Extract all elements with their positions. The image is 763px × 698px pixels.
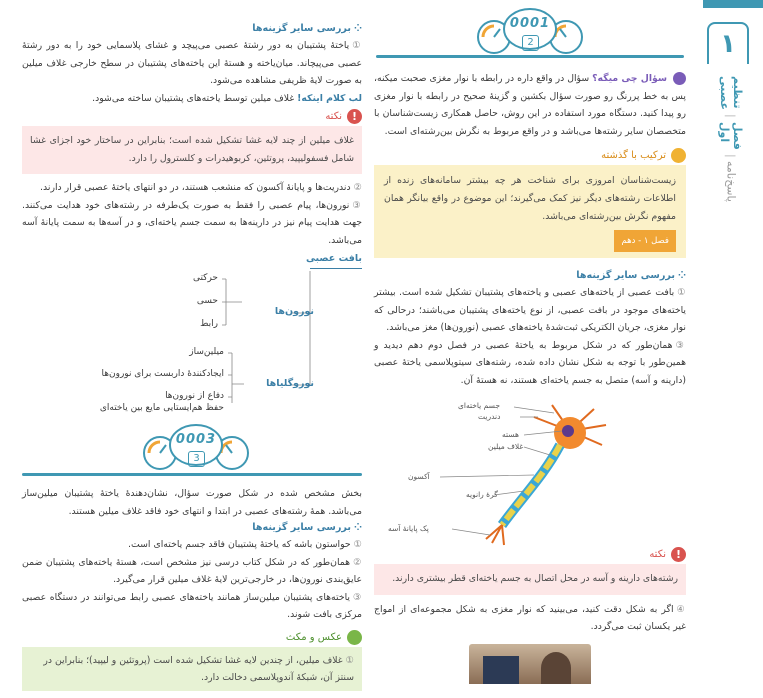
past-link-text: زیست‌شناسان امروزی برای شناخت هر چه بیشتر سامانه‌های زنده از اطلاعات رشته‌های دیگر نیز کمک می‌گیرند؛ این موضوع در واقع بیانگر همان مفهوم نگرش بین‌رشته‌ای می‌باشد.	[384, 175, 676, 222]
note-box-2: رشته‌های دارینه و آسه در محل اتصال به جسم یاخته‌ای قطر بیشتری دارند.	[374, 564, 686, 595]
past-link-title: ترکیب با گذشته	[374, 148, 686, 163]
neuron-label: دندریت	[478, 412, 501, 421]
review-item-3: ③یاخته‌های پشتیبان میلین‌ساز همانند یاخته‌های عصبی رابط می‌توانند در دستگاه عصبی مرکزی بافت شوند.	[22, 591, 362, 620]
question-intro	[374, 70, 686, 140]
exclamation-icon: !	[347, 109, 362, 124]
key-label: لب کلام اینکه!	[297, 92, 362, 104]
right-column	[374, 0, 686, 684]
review-item-2: ②همان‌طور که در شکل کتاب درسی نیز مشخص است، هستهٔ یاخته‌های پشتیبان ضمن عایق‌بندی نورون‌ها، در خارجی‌ترین لایهٔ غلاف میلین قرار می‌گیرد.	[22, 556, 362, 585]
tree-glia-role: حفظ هم‌ایستایی مایع بین یاخته‌ای	[99, 403, 224, 413]
review-heading: ⁘بررسی سایر گزینه‌ها	[252, 522, 362, 533]
tree-glia: نوروگلیاها	[266, 378, 314, 389]
question-number: 3	[188, 451, 205, 467]
key-takeaway	[22, 90, 362, 108]
tree-root: بافت عصبی	[305, 253, 362, 264]
answer-explanation: بخش مشخص شده در شکل صورت سؤال، نشان‌دهندهٔ یاختهٔ پشتیبان میلین‌ساز می‌باشد. همهٔ رشته‌های عصبی در ابتدا و انتهای خود فاقد غلاف میلین هستند.	[22, 488, 362, 517]
neuron-label: غلاف میلین	[488, 442, 524, 451]
camera-icon	[347, 630, 362, 645]
note-box: غلاف میلین از چند لایه غشا تشکیل شده است؛ بنابراین در ساختار خود اجزای غشا شامل فسفولیپید، پروتئین، کربوهیدرات و کلسترول را دارد.	[22, 126, 362, 174]
exclamation-icon: !	[671, 547, 686, 562]
chapter-title: تنظیم عصبی	[718, 76, 744, 110]
neuron-label: جسم یاخته‌ای	[458, 401, 500, 410]
intro-text: سؤال در واقع داره در رابطه با نوار مغزی صحبت میکنه، پس به خط پررنگ رو صورت سؤال بکشین و گزینهٔ صحیح در رابطه با نوار مغزی رو پیدا کنید. دستگاه مورد استفاده در این روش، حاصل همکاری زیست‌شناسان با متخصصان سایر رشته‌ها می‌باشد و در واقع مربوط به نگرش بین‌رشته‌ای است.	[374, 73, 686, 137]
chapter-number: ۱	[707, 22, 749, 64]
review-heading: ⁘بررسی سایر گزینه‌ها	[576, 270, 686, 281]
tree-glia-role: دفاع از نورون‌ها	[165, 391, 224, 401]
review-item-1: ①حواستون باشه که یاختهٔ پشتیبان فاقد جسم یاخته‌ای است.	[128, 539, 362, 550]
tree-neuron-type: رابط	[200, 319, 218, 329]
review-item-1: ①بافت عصبی از یاخته‌های عصبی و یاخته‌های پشتیبان تشکیل شده است. بیشتر یاخته‌های موجود در بافت عصبی، از نوع یاخته‌های پشتیبان می‌باشند؛ درحالی که نوار مغزی، جریان الکتریکی ثبت‌شدهٔ یاخته‌های عصبی (نورون‌ها) مغز می‌باشد.	[374, 287, 686, 333]
photo-note-box: ①غلاف میلین، از چندین لایه غشا تشکیل شده است (پروتئین و لیپید)؛ بنابراین در سنتز آن، شبکهٔ آندوپلاسمی دخالت دارد.	[22, 647, 362, 691]
neuron-figure	[374, 395, 686, 547]
left-column	[22, 0, 362, 691]
review-item-4: ④اگر به شکل دقت کنید، می‌بینید که نوار مغزی به شکل مجموعه‌ای از امواج غیر یکسان ثبت می‌گردد.	[374, 603, 686, 632]
tree-neuron-type: حرکتی	[192, 273, 218, 283]
review-item-3: ③نورون‌ها، پیام عصبی را فقط به صورت یک‌طرفه در رشته‌های خود هدایت می‌کنند. جهت هدایت پیام نیز در دارینه‌ها به سمت جسم یاخته‌ای، و در آسه‌ها به سمت پایانهٔ آسه می‌باشد.	[22, 199, 363, 246]
tree-glia-role: ایجادکنندهٔ داربست برای نورون‌ها	[101, 369, 224, 379]
intro-label: سؤال چی میگه؟	[592, 73, 667, 84]
neuron-label: گرهٔ رانویه	[466, 490, 498, 499]
question-icon	[673, 72, 686, 85]
question-counter: 0001	[509, 16, 551, 31]
tree-neuron-type: حسی	[196, 296, 218, 306]
eeg-photo	[469, 644, 591, 684]
gauge-icon	[140, 423, 252, 475]
gauge-badge	[474, 7, 586, 59]
neuron-label: پک پایانهٔ آسه	[388, 524, 429, 533]
question-number: 2	[522, 35, 539, 51]
question-counter: 0003	[175, 432, 217, 447]
nervous-tissue-tree	[22, 253, 362, 403]
review-item-3: ③همان‌طور که در شکل مربوط به یاختهٔ عصبی در فصل دوم دهم دیدید و همین‌طور با توجه به شکل نشان داده شده، رشته‌های سیتوپلاسمی یاختهٔ عصبی (دارینه و آسه) متصل به جسم یاخته‌ای هستند، نه هستهٔ آن.	[374, 339, 687, 386]
gauge-icon	[474, 7, 586, 59]
note-title: ! نکته	[22, 109, 362, 124]
chapter-chip: فصل ۱ - دهم	[614, 230, 676, 252]
neuron-label: آکسون	[408, 472, 430, 481]
review-item-2: ②دندریت‌ها و پایانهٔ آکسون که منشعب هستند، در دو انتهای یاختهٔ عصبی قرار دارند.	[40, 182, 362, 193]
note-title-2: ! نکته	[374, 547, 686, 562]
review-item-1: ①یاختهٔ پشتیبان به دور رشتهٔ عصبی می‌پیچد و غشای پلاسمایی خود را به دور رشتهٔ عصبی می‌پیچاند. میان‌یاخته و هستهٔ این یاخته‌های پشتیبان در سطح خارجی غلاف میلین به صورت لایهٔ ظریفی مشاهده می‌شود.	[22, 40, 362, 86]
question-header-3	[22, 419, 362, 481]
chapter-tab-vertical: تنظیم عصبی | فصل اول | پاسخ‌نامه	[718, 76, 744, 203]
past-link-box	[374, 165, 686, 258]
lightbulb-icon	[671, 148, 686, 163]
key-text: غلاف میلین توسط یاخته‌های پشتیبان ساخته می‌شود.	[92, 92, 295, 104]
question-header-2	[374, 0, 686, 66]
section-title: فصل اول	[718, 121, 744, 150]
answer-key-label: پاسخ‌نامه	[724, 161, 738, 203]
gauge-badge	[140, 423, 252, 475]
tree-neurons: نورون‌ها	[274, 306, 314, 317]
neuron-label: هسته	[502, 430, 519, 439]
photo-note-title: عکس و مکث	[22, 630, 362, 645]
review-heading: ⁘بررسی سایر گزینه‌ها	[252, 23, 362, 34]
tree-glia-role: میلین‌ساز	[189, 347, 224, 357]
